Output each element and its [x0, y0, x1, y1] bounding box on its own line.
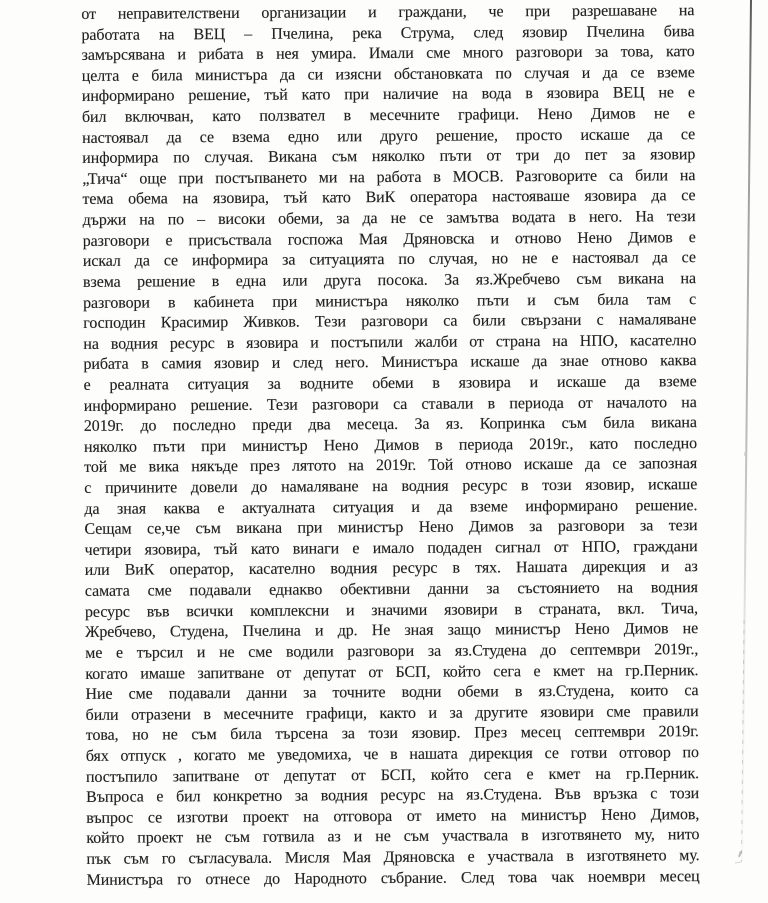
text-line: замърсявана и рибата в нея умира. Имали сме много разговори за това, като	[81, 43, 695, 65]
text-line: рибата в самия язовир и след него. Министъра искаше да знае отново каква	[83, 352, 697, 374]
document-text-block	[81, 1, 699, 891]
text-line: от неправителствени организации и граждани, че при разрешаване на	[81, 2, 695, 23]
text-line: информира по случая. Викана съм няколко пъти от три до пет за язовир	[82, 146, 696, 168]
text-line: бях отпуск , когато ме уведомиха, че в нашата дирекция се готви отговор по	[85, 744, 699, 765]
text-line: Сещам се,че съм викана при министър Нено Димов за разговори за тези	[84, 517, 698, 539]
scan-edge-line-artifact	[741, 0, 752, 862]
text-line: бил включван, като ползвател в месечните графици. Нено Димов не е	[81, 105, 696, 126]
text-line: взема решение в една или друга посока. За яз.Жребчево съм викана на	[82, 270, 697, 291]
text-line: информирано решение, тъй като при наличие на вода в язовира ВЕЦ не е	[81, 84, 695, 106]
text-line: постъпило запитване от депутат от БСП, който сега е кмет на гр.Перник.	[85, 764, 700, 786]
text-line: четири язовира, тъй като винаги е имало подаден сигнал от НПО, граждани	[84, 537, 698, 559]
text-line: целта е била министъра да си изясни обстановката по случая и да се вземе	[81, 63, 695, 85]
text-line: „Тича“ още при постъпването ми на работа в МОСВ. Разговорите са били на	[82, 167, 696, 188]
text-line: който проект не съм готвила аз и не съм участвала в изготвянето му, нито	[86, 826, 700, 848]
text-line: или ВиК оператор, касателно водния ресурс в тях. Нашата дирекция и аз	[84, 558, 698, 580]
text-line: когато имаше запитване от депутат от БСП, който сега е кмет на гр.Перник.	[85, 661, 699, 683]
text-line: настоявал да се взема едно или друго решение, просто искаше да се	[82, 125, 696, 147]
text-line: това, но не съм била търсена за този язовир. През месец септември 2019г.	[85, 723, 699, 745]
scan-speckle	[744, 452, 745, 456]
text-line: разговори в кабинета при министъра няколко пъти и съм била там с	[83, 290, 697, 312]
text-line: да зная каква е актуалната ситуация и да вземе информирано решение.	[84, 496, 698, 518]
text-line: с причините довели до намаляване на водния ресурс в този язовир, искаше	[84, 476, 698, 497]
text-line: самата сме подавали еднакво обективни данни за състоянието на водния	[84, 579, 698, 600]
text-line: господин Красимир Живков. Тези разговори са били свързани с намаляване	[83, 311, 697, 333]
text-line: Въпроса е бил конкретно за водния ресурс на яз.Студена. Във връзка с този	[86, 785, 700, 807]
text-line: тема обема на язовира, тъй като ВиК оператора настояваше язовира да се	[82, 187, 696, 209]
text-line: държи на по – високи обеми, за да не се замътва водата в него. На тези	[82, 208, 696, 229]
text-line: Министъра го отнесе до Народното събрание. След това чак ноември месец	[86, 867, 700, 889]
text-line: пък съм го съгласувала. Мисля Мая Дряновска е участвала в изготвянето му.	[86, 847, 700, 868]
text-line: той ме вика някъде през лятото на 2019г. Той отново искаше да се запозная	[84, 455, 698, 477]
text-line: въпрос се изготви проект на отговора от името на министър Нено Димов,	[86, 805, 700, 827]
text-line: информирано решение. Тези разговори са ставали в периода от началото на	[83, 393, 697, 415]
text-line: Ние сме подавали данни за точните водни обеми в яз.Студена, които са	[85, 682, 699, 703]
scan-speckle	[735, 862, 741, 864]
text-line: били отразени в месечните графици, както и за другите язовири сме правили	[85, 702, 699, 724]
text-line: няколко пъти при министър Нено Димов в периода 2019г., като последно	[83, 434, 698, 456]
text-line: работата на ВЕЦ – Пчелина, река Струма, след язовир Пчелина бива	[81, 22, 695, 44]
text-line: е реалната ситуация за водните обеми в язовира и искаше да вземе	[83, 373, 697, 394]
text-line: ме е търсил и не сме водили разговори за яз.Студена до септември 2019г.,	[85, 641, 699, 662]
text-line: на водния ресурс в язовира и постъпили жалби от страна на НПО, касателно	[83, 331, 697, 353]
text-line: Жребчево, Студена, Пчелина и др. Не зная защо министър Нено Димов не	[85, 620, 699, 642]
text-line: разговори е присъствала госпожа Мая Дряновска и отново Нено Димов е	[82, 228, 696, 250]
text-line: ресурс във всички комплексни и значими язовири в страната, вкл. Тича,	[84, 599, 699, 621]
text-line: искал да се информира за ситуацията по случая, но не е настоявал да се	[82, 249, 696, 271]
text-line: 2019г. до последно преди два месеца. За яз. Копринка съм била викана	[83, 414, 697, 436]
